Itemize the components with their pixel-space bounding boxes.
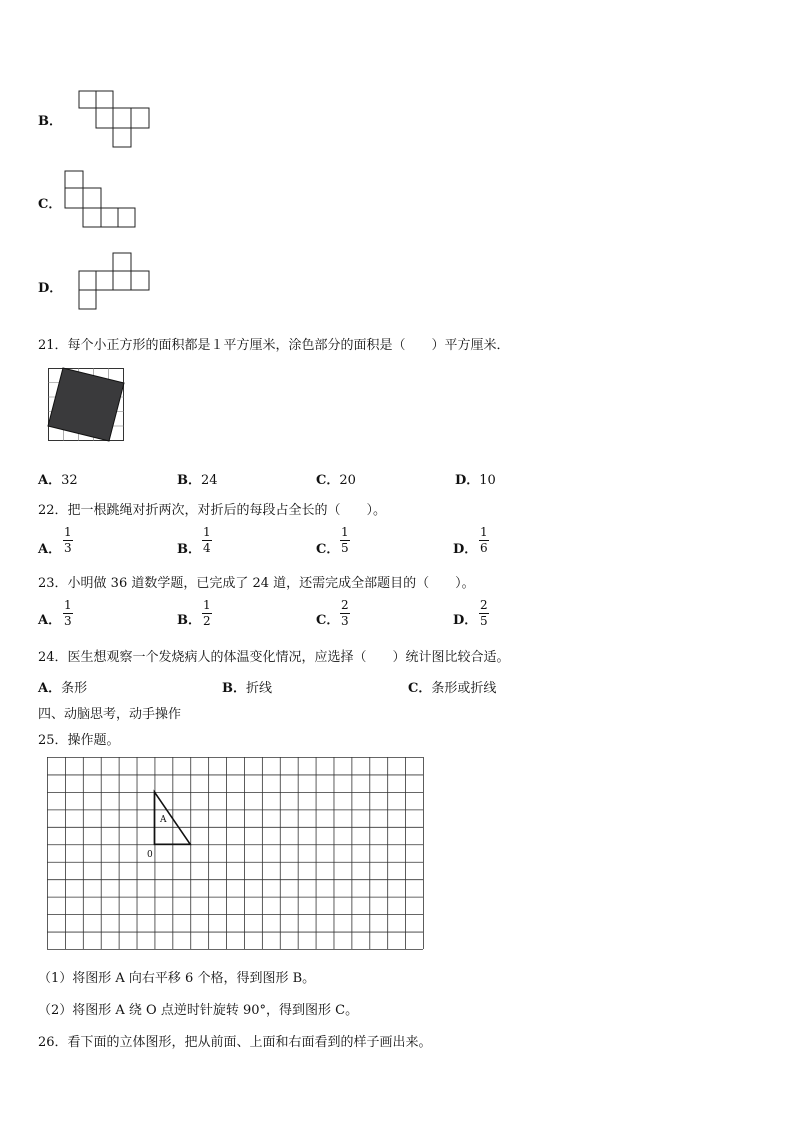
question-24-text: 24．医生想观察一个发烧病人的体温变化情况，应选择（ ）统计图比较合适。 bbox=[38, 650, 510, 665]
q23-option-b-label[interactable]: B． bbox=[177, 613, 201, 628]
q22-option-a-fraction[interactable]: $\frac{1}{3}$ bbox=[64, 525, 72, 555]
section-4-title: 四、动脑思考，动手操作 bbox=[38, 707, 182, 722]
q23-option-a-label[interactable]: A． bbox=[38, 613, 62, 628]
q22-option-b-fraction[interactable]: $\frac{1}{4}$ bbox=[203, 525, 211, 555]
question-25-text: 25．操作题。 bbox=[38, 733, 120, 748]
q25-square-grid[interactable] bbox=[47, 757, 424, 950]
q23-option-c-label[interactable]: C． bbox=[316, 613, 340, 628]
q23-option-c-fraction[interactable]: $\frac{2}{3}$ bbox=[341, 598, 349, 628]
q24-option-c[interactable]: C．条形或折线 bbox=[408, 681, 497, 696]
q22-option-b-label[interactable]: B． bbox=[177, 542, 201, 557]
net-option-b-label: B． bbox=[38, 114, 62, 129]
question-26-text: 26．看下面的立体图形，把从前面、上面和右面看到的样子画出来。 bbox=[38, 1035, 432, 1050]
q21-option-a[interactable]: A．32 bbox=[38, 473, 78, 488]
q24-option-a[interactable]: A．条形 bbox=[38, 681, 88, 696]
question-21-text: 21．每个小正方形的面积都是１平方厘米，涂色部分的面积是（ ）平方厘米． bbox=[38, 338, 510, 353]
question-23-text: 23．小明做 36 道数学题，已完成了 24 道，还需完成全部题目的（ ）。 bbox=[38, 576, 475, 591]
q25-subquestion-2: （2）将图形 A 绕 O 点逆时针旋转 90°，得到图形 C。 bbox=[38, 1003, 359, 1018]
q22-option-d-label[interactable]: D． bbox=[453, 542, 478, 557]
grid-label-a: A bbox=[160, 815, 167, 825]
q22-option-c-fraction[interactable]: $\frac{1}{5}$ bbox=[341, 525, 349, 555]
q21-grid-figure bbox=[48, 368, 124, 442]
net-option-c-label: C． bbox=[38, 197, 62, 212]
q21-option-c[interactable]: C．20 bbox=[316, 473, 356, 488]
question-22-text: 22．把一根跳绳对折两次，对折后的每段占全长的（ ）。 bbox=[38, 503, 387, 518]
q22-option-a-label[interactable]: A． bbox=[38, 542, 62, 557]
q23-option-d-fraction[interactable]: $\frac{2}{5}$ bbox=[480, 598, 488, 628]
net-figure-d bbox=[0, 0, 794, 320]
q22-option-d-fraction[interactable]: $\frac{1}{6}$ bbox=[480, 525, 488, 555]
grid-label-o: 0 bbox=[147, 850, 153, 860]
q23-option-d-label[interactable]: D． bbox=[453, 613, 478, 628]
q23-option-a-fraction[interactable]: $\frac{1}{3}$ bbox=[64, 598, 72, 628]
q21-option-d[interactable]: D．10 bbox=[455, 473, 496, 488]
q23-option-b-fraction[interactable]: $\frac{1}{2}$ bbox=[203, 598, 211, 628]
net-option-d-label: D． bbox=[38, 281, 63, 296]
q21-option-b[interactable]: B．24 bbox=[177, 473, 218, 488]
q25-subquestion-1: （1）将图形 A 向右平移 6 个格，得到图形 B。 bbox=[38, 971, 316, 986]
q24-option-b[interactable]: B．折线 bbox=[222, 681, 273, 696]
q22-option-c-label[interactable]: C． bbox=[316, 542, 340, 557]
